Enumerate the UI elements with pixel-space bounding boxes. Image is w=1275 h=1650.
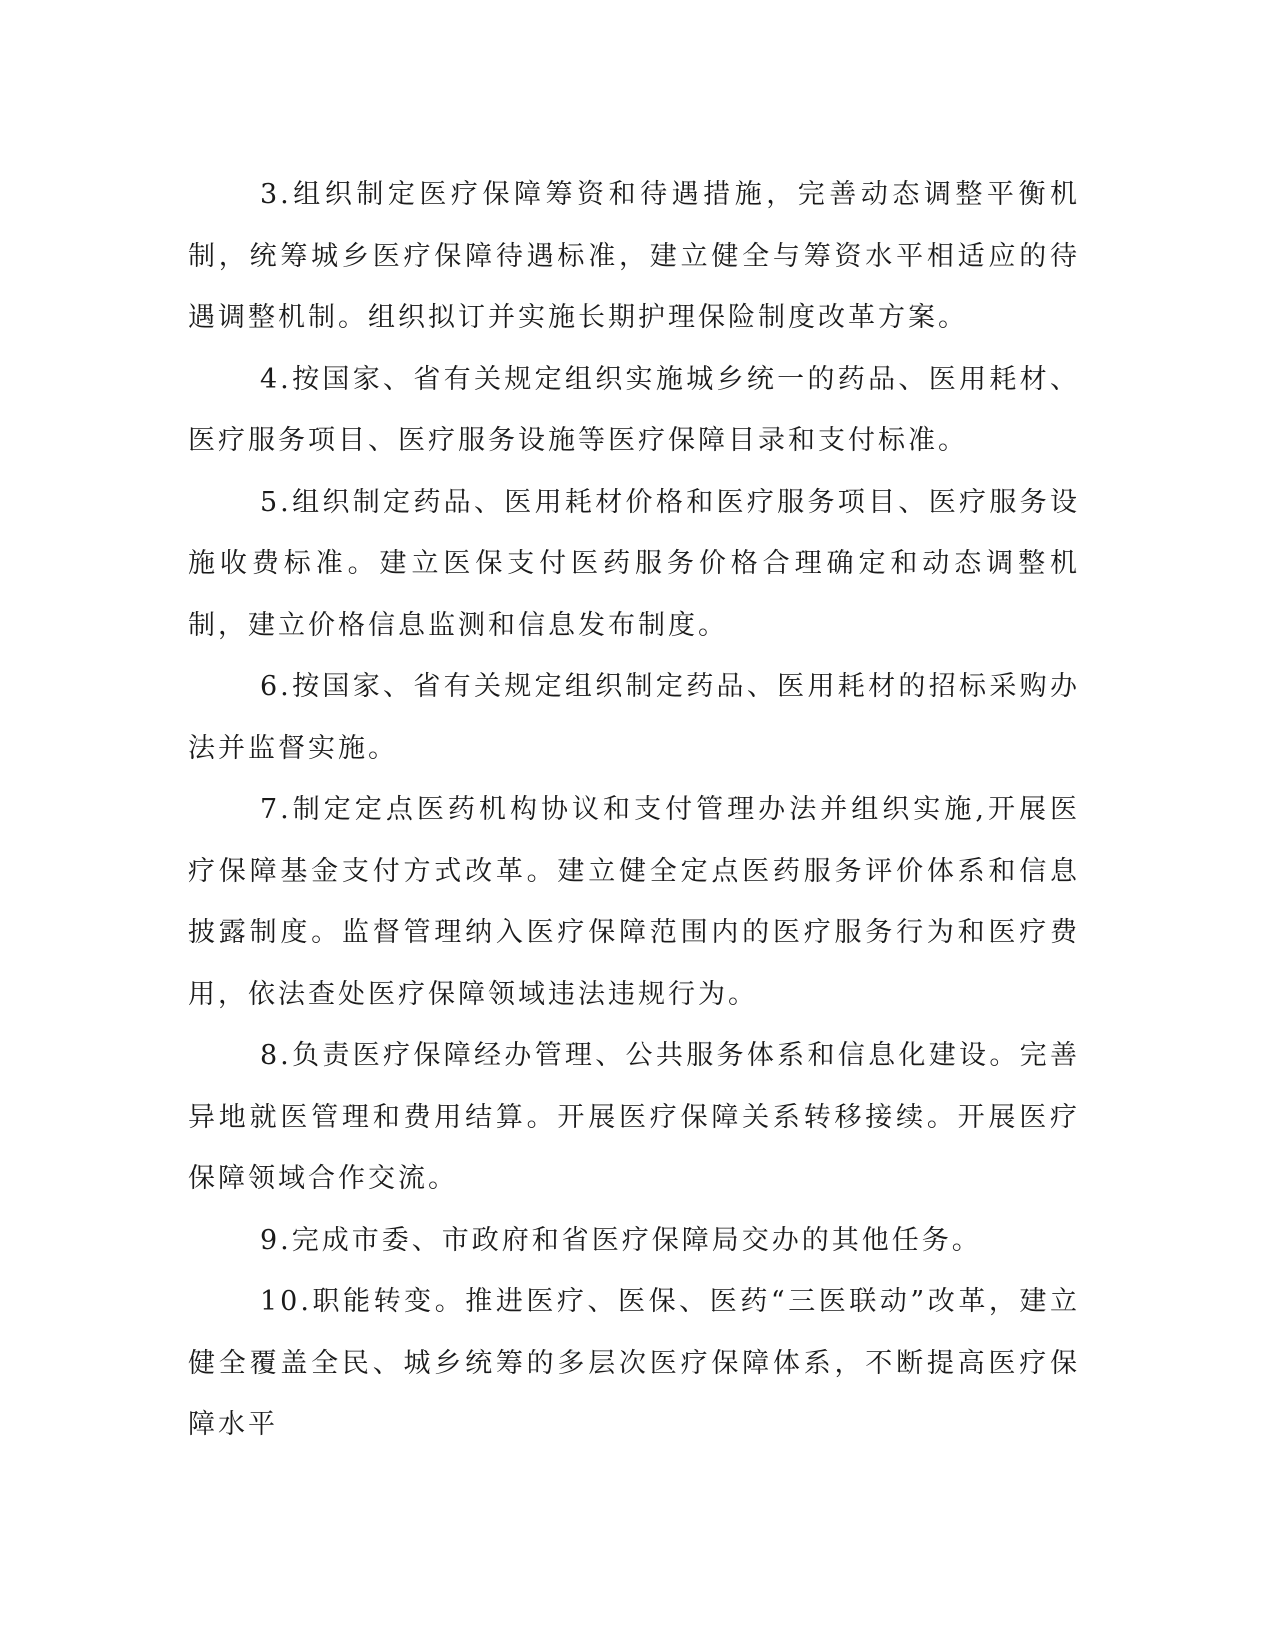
paragraph-item-4: 4.按国家、省有关规定组织实施城乡统一的药品、医用耗材、医疗服务项目、医疗服务设施等医疗保障目录和支付标准。 — [188, 363, 1080, 456]
paragraph-item-7: 7.制定定点医药机构协议和支付管理办法并组织实施,开展医疗保障基金支付方式改革。建立健全定点医药服务评价体系和信息披露制度。监督管理纳入医疗保障范围内的医疗服务行为和医疗费用，依法查处医疗保障领域违法违规行为。 — [188, 794, 1080, 1010]
paragraph-item-5: 5.组织制定药品、医用耗材价格和医疗服务项目、医疗服务设施收费标准。建立医保支付医药服务价格合理确定和动态调整机制，建立价格信息监测和信息发布制度。 — [188, 486, 1080, 641]
paragraph-item-9: 9.完成市委、市政府和省医疗保障局交办的其他任务。 — [260, 1224, 982, 1256]
paragraph-item-3: 3.组织制定医疗保障筹资和待遇措施，完善动态调整平衡机制，统筹城乡医疗保障待遇标准，建立健全与筹资水平相适应的待遇调整机制。组织拟订并实施长期护理保险制度改革方案。 — [188, 179, 1080, 333]
paragraph-item-6: 6.按国家、省有关规定组织制定药品、医用耗材的招标采购办法并监督实施。 — [188, 671, 1080, 764]
paragraph-item-10: 10.职能转变。推进医疗、医保、医药“三医联动”改革，建立健全覆盖全民、城乡统筹的多层次医疗保障体系，不断提高医疗保障水平 — [188, 1286, 1080, 1440]
document-body — [188, 164, 1080, 1456]
paragraph-item-8: 8.负责医疗保障经办管理、公共服务体系和信息化建设。完善异地就医管理和费用结算。开展医疗保障关系转移接续。开展医疗保障领域合作交流。 — [188, 1040, 1080, 1194]
